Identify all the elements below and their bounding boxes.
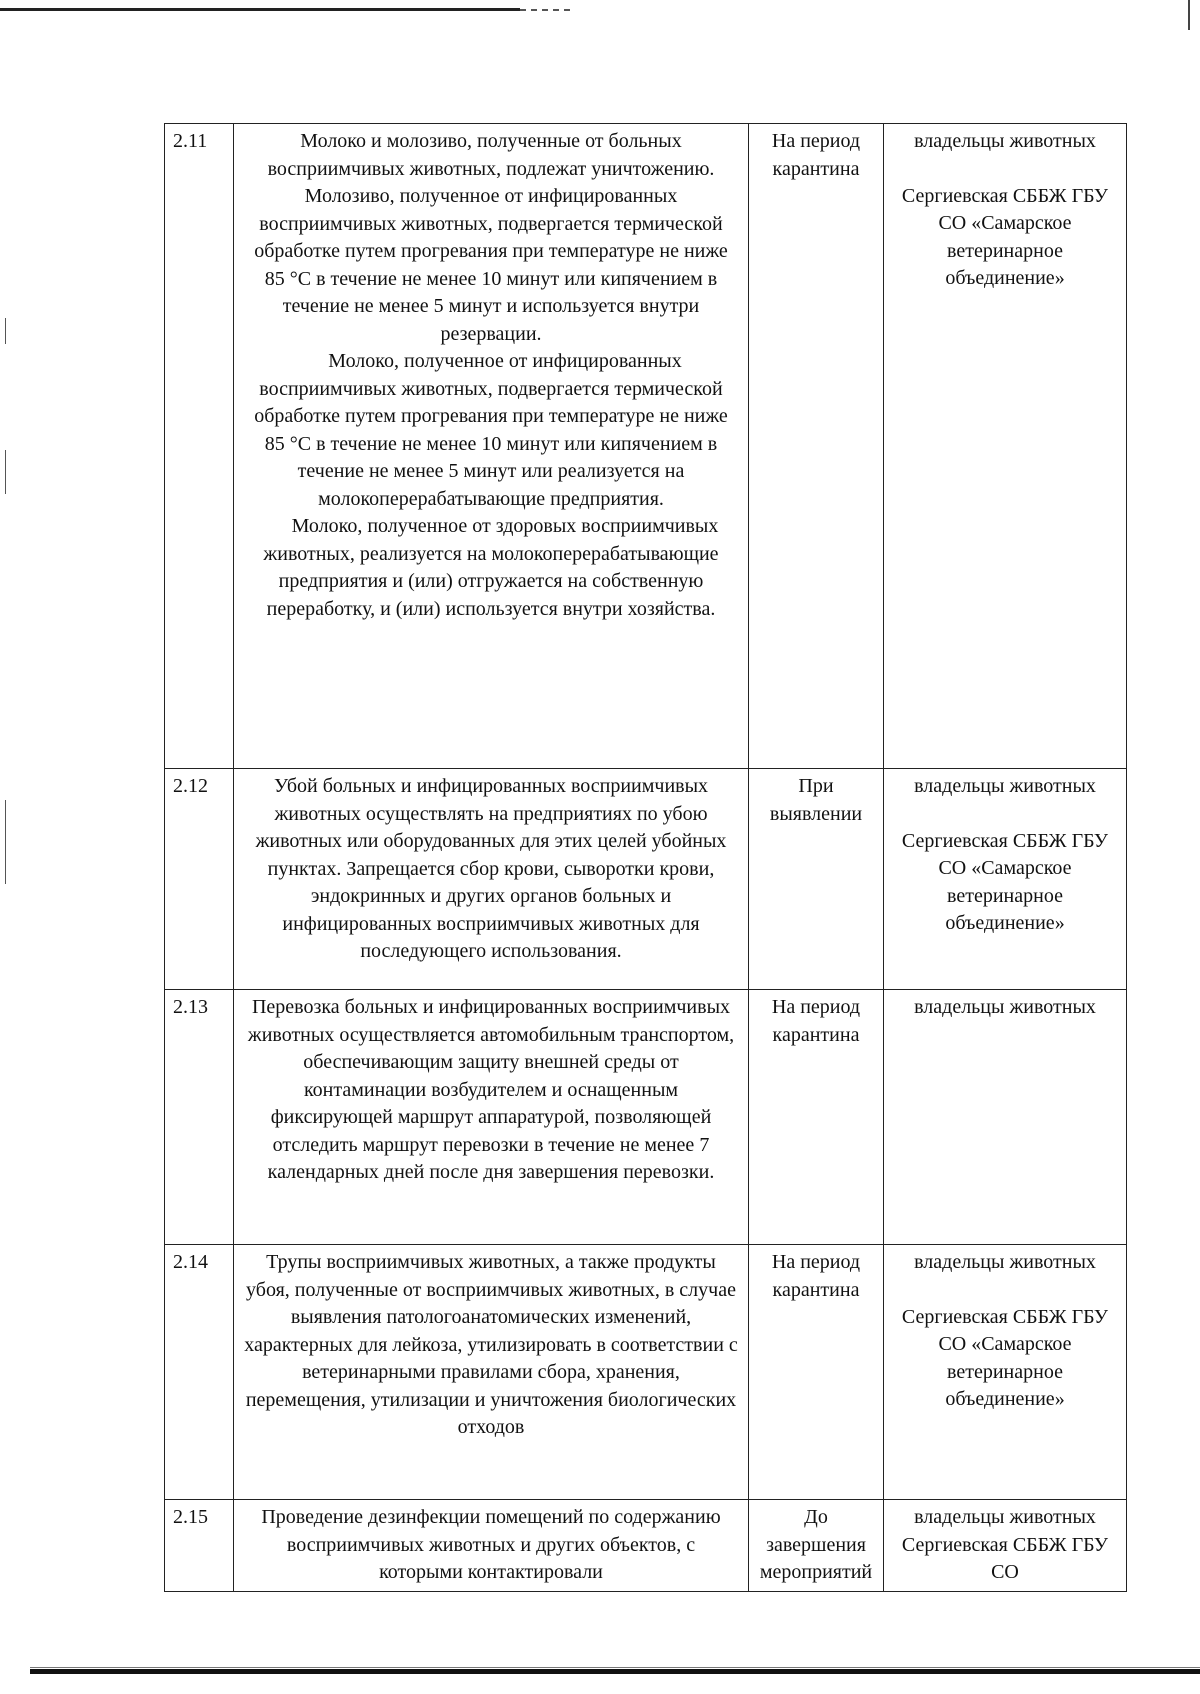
responsible-organization: Сергиевская СББЖ ГБУ СО «Самарское ветеринарное объединение» (901, 184, 1109, 289)
responsible-cell (884, 769, 1127, 990)
table-row (165, 124, 1127, 769)
responsible-owner: владельцы животных (914, 1251, 1096, 1273)
measure-paragraph: Молоко, полученное от инфицированных восприимчивых животных, подвергается термической обработке путем прогревания при температуре не ниже 85 °С в течение не менее 10 минут или кипячением в течение не менее 5 минут или реализуется на молокоперерабатывающие предприятия. (254, 350, 728, 510)
item-number: 2.15 (165, 1500, 234, 1592)
table-row (165, 769, 1127, 990)
measure-term: На период карантина (749, 990, 884, 1245)
responsible-organization: Сергиевская СББЖ ГБУ СО «Самарское ветеринарное объединение» (901, 829, 1109, 934)
responsible-cell (884, 990, 1127, 1245)
responsible-organization: Сергиевская СББЖ ГБУ СО «Самарское ветеринарное объединение» (901, 1305, 1109, 1410)
item-number: 2.13 (165, 990, 234, 1245)
measure-term: При выявлении (749, 769, 884, 990)
measure-paragraph: Молоко, полученное от здоровых восприимчивых животных, реализуется на молокоперерабатывающие предприятия и (или) отгружается на собственную переработку, и (или) используется внутри хозяйства. (263, 515, 719, 620)
scan-artifact-bottom-thin-line (30, 1667, 1200, 1668)
item-number: 2.12 (165, 769, 234, 990)
blank-line (894, 801, 1116, 828)
scan-artifact-top-line (0, 8, 520, 11)
responsible-cell (884, 1245, 1127, 1500)
responsible-owner: владельцы животных (914, 1506, 1096, 1528)
measure-term: До завершения мероприятий (749, 1500, 884, 1592)
scan-artifact-top-dash (520, 9, 570, 11)
measure-description: Проведение дезинфекции помещений по содержанию восприимчивых животных и других объектов, с которыми контактировали (234, 1500, 749, 1592)
responsible-cell (884, 124, 1127, 769)
measure-description: Перевозка больных и инфицированных восприимчивых животных осуществляется автомобильным транспортом, обеспечивающим защиту внешней среды от контаминации возбудителем и оснащенным фиксирующей маршрут аппаратурой, позволяющей отследить маршрут перевозки в течение не менее 7 календарных дней после дня завершения перевозки. (234, 990, 749, 1245)
item-number: 2.14 (165, 1245, 234, 1500)
item-number: 2.11 (165, 124, 234, 769)
table-row (165, 1245, 1127, 1500)
responsible-cell (884, 1500, 1127, 1592)
table-row (165, 990, 1127, 1245)
scan-artifact-bottom-line (30, 1669, 1200, 1674)
measure-description: Убой больных и инфицированных восприимчивых животных осуществлять на предприятиях по убою животных или оборудованных для этих целей убойных пунктах. Запрещается сбор крови, сыворотки крови, эндокринных и других органов больных и инфицированных восприимчивых животных для последующего использования. (234, 769, 749, 990)
measure-paragraph: Молоко и молозиво, полученные от больных восприимчивых животных, подлежат уничтожению. Молозиво, полученное от инфицированных восприимчивых животных, подвергается термической обработке путем прогревания при температуре не ниже 85 °С в течение не менее 10 минут или кипячением в течение не менее 5 минут и используется внутри резервации. (254, 130, 728, 345)
blank-line (894, 1277, 1116, 1304)
responsible-organization: Сергиевская СББЖ ГБУ СО (901, 1533, 1109, 1583)
scan-artifact-top-right (1188, 0, 1200, 30)
measure-description (234, 124, 749, 769)
measures-table (164, 123, 1127, 1592)
measure-term: На период карантина (749, 1245, 884, 1500)
responsible-owner: владельцы животных (914, 996, 1096, 1018)
scan-artifact-left-mark (5, 450, 6, 494)
scan-artifact-left-mark (5, 800, 6, 884)
measure-description: Трупы восприимчивых животных, а также продукты убоя, полученные от восприимчивых животных, в случае выявления патологоанатомических изменений, характерных для лейкоза, утилизировать в соответствии с ветеринарными правилами сбора, хранения, перемещения, утилизации и уничтожения биологических отходов (234, 1245, 749, 1500)
measure-term: На период карантина (749, 124, 884, 769)
responsible-owner: владельцы животных (914, 775, 1096, 797)
table-row (165, 1500, 1127, 1592)
blank-line (894, 156, 1116, 183)
responsible-owner: владельцы животных (914, 130, 1096, 152)
scan-artifact-left-mark (5, 318, 6, 344)
